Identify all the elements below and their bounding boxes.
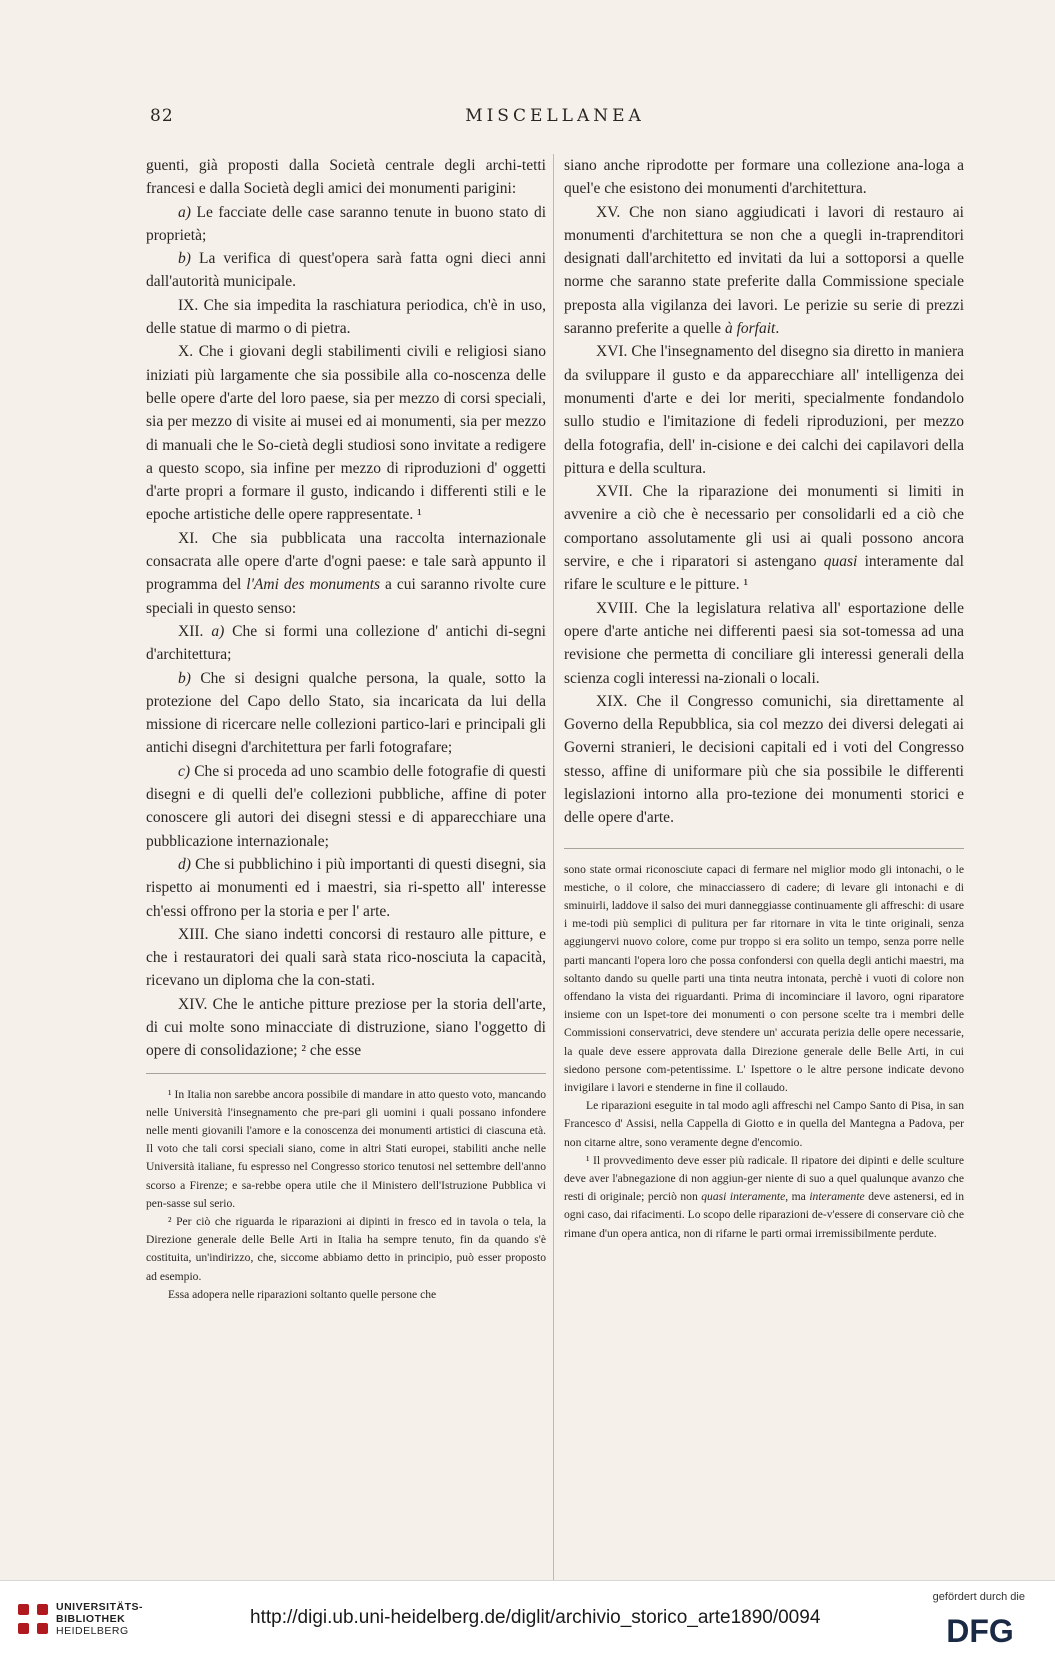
- body-paragraph: b) Che si designi qualche persona, la quale, sotto la protezione del Capo dello Stato, sia incaricata da lui della missione di ricercare nelle collezioni partico-lari e principali gli antichi disegni d'architettura per farli fotografare;: [146, 669, 546, 757]
- permalink-url[interactable]: http://digi.ub.uni-heidelberg.de/diglit/archivio_storico_arte1890/0094: [250, 1607, 821, 1628]
- body-paragraph: XIX. Che il Congresso comunichi, sia direttamente al Governo della Repubblica, sia col mezzo dei diversi delegati ai Governi stranieri, le decisioni capitali ed i voti del Congresso stesso, affine di uniformare più che sia possibile le differenti legislazioni intorno alla pro-tezione dei monumenti storici e delle opere d'arte.: [564, 692, 964, 827]
- right-column-footnotes: [564, 861, 964, 1243]
- body-paragraph: a) Le facciate delle case saranno tenute in buono stato di proprietà;: [146, 203, 546, 244]
- footnote-divider: [564, 848, 964, 849]
- dfg-logo-icon[interactable]: [935, 1611, 1025, 1647]
- footnote-paragraph: ¹ In Italia non sarebbe ancora possibile di mandare in atto questo voto, mancando nelle Università l'insegnamento che pre-pari gli uomini i quali possano infondere nelle menti giovanili l'amore e la conoscenza dei monumenti artistici di ciascuna età. Il voto che tali corsi speciali siano, come in altri Stati europei, stabiliti anche nelle Università italiane, fu espresso nel Congresso storico tenutosi nel settembre dell'anno scorso a Firenze; e sa-rebbe opera utile che il Ministero dell'Istruzione Pubblica vi pen-sasse sul serio.: [146, 1087, 546, 1210]
- funded-by-label: gefördert durch die: [932, 1591, 1025, 1603]
- viewer-footer: [0, 1580, 1055, 1659]
- institution-line-1: UNIVERSITÄTS-: [56, 1601, 144, 1613]
- body-paragraph: XV. Che non siano aggiudicati i lavori di restauro ai monumenti d'architettura se non che a quegli in-traprenditori designati dall'architetto ed invitati da lui a sottoporsi a quelle norme che saranno state preferite dalla Commissione speciale preposta alla vigilanza dei lavori. Le perizie su serie di prezzi saranno preferite a quelle à forfait.: [564, 203, 964, 338]
- footnote-paragraph: sono state ormai riconosciute capaci di fermare nel miglior modo gli intonachi, o le mestiche, o il colore, che minacciassero di cadere; di levare gli intonachi e di sminuirli, laddove il salso dei muri danneggiasse continuamente gli affreschi: di usare i me-todi più semplici di pulitura per far ritornare in vita le tinte originali, senza aggiungervi nuovo colore, come pur troppo si era solito un tempo, senza porre nelle parti mancanti l'opera loro che possa confondersi con quella degli antichi maestri, ma soltanto dando su quelle parti una tinta neutra intonata, perchè i vuoti di colore non offendano la vista dei riguardanti. Prima di incominciare il lavoro, ogni riparatore insieme con un Ispet-tore dei monumenti o con persone scelte tra i membri delle Commissioni conservatrici, deve stendere un' accurata perizia delle opere necessarie, la quale deve essere approvata dalla Direzione generale delle Belle Arti, in cui siedono persone com-petentissime. L' Ispettore o le altre persone indicate devono invigilare i lavori e stenderne in fine il collaudo.: [564, 862, 964, 1095]
- footnote-paragraph: Le riparazioni eseguite in tal modo agli affreschi nel Campo Santo di Pisa, in san Francesco d' Assisi, nella Cappella di Giotto e in quella del Mantegna a Padova, per non citarne altre, sono veramente degne d'encomio.: [564, 1099, 964, 1149]
- body-paragraph: XIV. Che le antiche pitture preziose per la storia dell'arte, di cui molte sono minacciate di distruzione, siano l'oggetto di opere di consolidazione; ² che esse: [146, 995, 546, 1060]
- body-paragraph: b) La verifica di quest'opera sarà fatta ogni dieci anni dall'autorità municipale.: [146, 250, 546, 291]
- dfg-logo-text: DFG: [946, 1613, 1014, 1647]
- running-title: MISCELLANEA: [465, 106, 645, 126]
- right-column-body: [564, 154, 964, 830]
- body-paragraph: XII. a) Che si formi una collezione d' antichi di-segni d'architettura;: [146, 622, 546, 664]
- left-column-footnotes: [146, 1086, 546, 1304]
- body-paragraph: X. Che i giovani degli stabilimenti civili e religiosi siano iniziati più largamente che sia possibile alla co-noscenza delle belle opere d'arte del loro paese, sia per mezzo di corsi speciali, sia per mezzo di visite ai musei ed ai monumenti, sia per mezzo di manuali che le So-cietà degli studiosi sono invitate a redigere a questo scopo, sia infine per mezzo di riproduzioni d' oggetti d'arte propri a formare il gusto, indicando i differenti stili e le epoche artistiche delle opere rappresentate. ¹: [146, 343, 546, 524]
- institution-line-2: BIBLIOTHEK: [56, 1613, 126, 1625]
- page-number: 82: [150, 106, 174, 126]
- body-paragraph: IX. Che sia impedita la raschiatura periodica, ch'è in uso, delle statue di marmo o di pietra.: [146, 296, 546, 338]
- institution-line-3: HEIDELBERG: [56, 1625, 129, 1637]
- footnote-paragraph: ² Per ciò che riguarda le riparazioni ai dipinti in fresco ed in tavola o tela, la Direzione generale delle Belle Arti in Italia ha sempre tenuto, fin da quando s'è costituita, un'indirizzo, che, siccome abbiamo detto in principio, può esser proposto ad esempio.: [146, 1215, 546, 1283]
- body-paragraph: XVIII. Che la legislatura relativa all' esportazione delle opere d'arte antiche nei differenti paesi sia sot-tomessa ad una revisione che permetta di conciliare gli interessi generali della scienza cogli interessi na-zionali o locali.: [564, 599, 964, 687]
- column-divider: [553, 154, 554, 1614]
- left-column: [146, 154, 546, 1304]
- body-paragraph: d) Che si pubblichino i più importanti di questi disegni, sia rispetto ai monumenti ed i maestri, sia ri-spetto all' interesse ch'essi offrono per la storia e per l' arte.: [146, 855, 546, 920]
- body-paragraph: XVII. Che la riparazione dei monumenti si limiti in avvenire a ciò che è necessario per consolidarli ed a ciò che comportano assolutamente gli usi ai quali possono ancora servire, e che i riparatori si astengano quasi interamente dal rifare le sculture e le pitture. ¹: [564, 483, 964, 594]
- running-head: [150, 106, 960, 130]
- body-paragraph: XIII. Che siano indetti concorsi di restauro alle pitture, e che i restauratori dei quali sarà stata rico-nosciuta la capacità, ricevano un diploma che la con-stati.: [146, 925, 546, 990]
- body-paragraph: XI. Che sia pubblicata una raccolta internazionale consacrata alle opere d'arte d'ogni paese: e tale sarà appunto il programma del l'Ami des monuments a cui saranno rivolte cure speciali in questo senso:: [146, 529, 547, 617]
- university-library-logo[interactable]: [18, 1601, 143, 1637]
- body-paragraph: c) Che si proceda ad uno scambio delle fotografie di questi disegni e di quelli del'e collezioni pubbliche, affine di poter conoscere gli autori dei disegni stessi e di apparecchiare una pubblicazione internazionale;: [146, 762, 546, 850]
- body-paragraph: XVI. Che l'insegnamento del disegno sia diretto in maniera da sviluppare il gusto e da apparecchiare all' intelligenza dei monumenti d'arte e dei lor meriti, specialmente fondandolo sullo studio e l'imitazione di fedeli riproduzioni, per mezzo della fotografia, dell' in-cisione e dei calchi dei capilavori della pittura e della scultura.: [564, 343, 964, 477]
- footnote-paragraph: ¹ Il provvedimento deve esser più radicale. Il ripatore dei dipinti e delle sculture deve aver l'abnegazione di non aggiun-ger niente di suo a quel qualunque avanzo che resti di originale; perciò non quasi interamente, ma interamente deve astenersi, ed in ogni caso, dai rifacimenti. Lo scopo delle riparazioni de-v'essere di conservare ciò che rimane d'un opera antica, non di rifarne le parti ormai irremissibilmente perdute.: [564, 1153, 964, 1240]
- left-column-body: [146, 154, 546, 1063]
- heidelberg-logo-icon: [18, 1604, 48, 1634]
- footnote-paragraph: Essa adopera nelle riparazioni soltanto quelle persone che: [168, 1287, 437, 1301]
- right-column: [564, 154, 964, 1243]
- body-paragraph: siano anche riprodotte per formare una collezione ana-loga a quel'e che esistono dei monumenti d'architettura.: [564, 157, 964, 198]
- body-paragraph: guenti, già proposti dalla Società centrale degli archi-tetti francesi e dalla Società degli amici dei monumenti parigini:: [146, 157, 546, 198]
- footnote-divider: [146, 1073, 546, 1074]
